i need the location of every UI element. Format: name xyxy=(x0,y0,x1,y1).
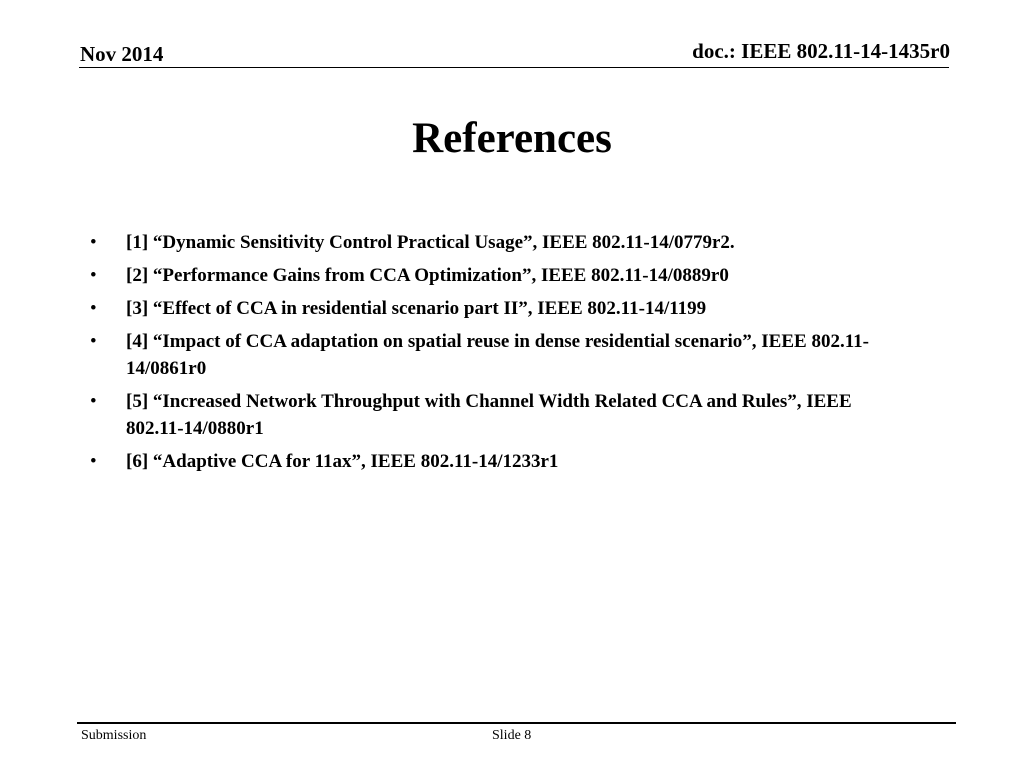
reference-text: [2] “Performance Gains from CCA Optimization”, IEEE 802.11-14/0889r0 xyxy=(126,265,729,286)
bullet-icon: • xyxy=(90,265,97,286)
reference-item-1 xyxy=(90,229,890,256)
bullet-icon: • xyxy=(90,391,97,412)
bullet-icon: • xyxy=(90,298,97,319)
reference-text: [5] “Increased Network Throughput with Channel Width Related CCA and Rules”, IEEE 802.11-14/0880r1 xyxy=(126,391,852,439)
reference-item-2 xyxy=(90,262,890,289)
reference-item-3 xyxy=(90,295,890,322)
footer-slide-number: Slide 8 xyxy=(492,728,532,743)
slide-title: References xyxy=(412,115,612,162)
footer-divider xyxy=(77,722,956,724)
references-list xyxy=(90,229,890,481)
reference-text: [6] “Adaptive CCA for 11ax”, IEEE 802.11-14/1233r1 xyxy=(126,451,559,472)
bullet-icon: • xyxy=(90,451,97,472)
header-date: Nov 2014 xyxy=(80,42,164,66)
bullet-icon: • xyxy=(90,232,97,253)
bullet-icon: • xyxy=(90,331,97,352)
footer-submission: Submission xyxy=(81,728,147,743)
reference-text: [1] “Dynamic Sensitivity Control Practical Usage”, IEEE 802.11-14/0779r2. xyxy=(126,232,735,253)
reference-item-6 xyxy=(90,448,890,475)
header-divider xyxy=(79,67,949,68)
header-doc-id: doc.: IEEE 802.11-14-1435r0 xyxy=(692,39,950,63)
reference-item-5 xyxy=(90,388,890,442)
reference-text: [4] “Impact of CCA adaptation on spatial reuse in dense residential scenario”, IEEE 802.11-14/0861r0 xyxy=(126,331,869,379)
reference-item-4 xyxy=(90,328,890,382)
reference-text: [3] “Effect of CCA in residential scenario part II”, IEEE 802.11-14/1199 xyxy=(126,298,707,319)
